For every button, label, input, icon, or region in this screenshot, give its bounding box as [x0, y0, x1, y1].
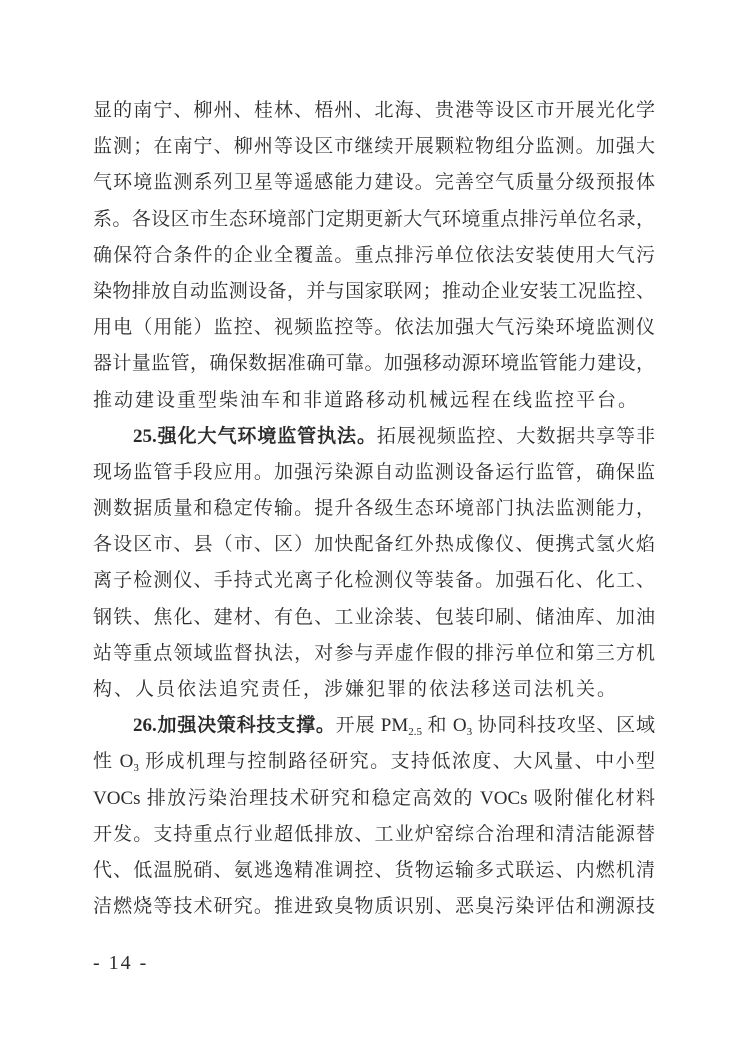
- text-line: [93, 744, 655, 780]
- subscript-text: 2.5: [408, 726, 423, 739]
- clause-heading: 26.加强决策科技支撑。: [133, 715, 336, 737]
- text-line: [93, 274, 655, 310]
- text-line: [93, 708, 655, 744]
- body-text: 用电（用能）监控、视频监控等。依法加强大气污染环境监测仪: [93, 317, 655, 339]
- text-line: [93, 491, 655, 527]
- body-text: 系。各设区市生态环境部门定期更新大气环境重点排污单位名录，: [93, 208, 655, 230]
- document-body: [93, 93, 655, 925]
- body-text: 拓展视频监控、大数据共享等非: [376, 425, 655, 447]
- subscript-text: 3: [133, 762, 139, 775]
- body-text: 钢铁、焦化、建材、有色、工业涂装、包装印刷、储油库、加油: [93, 606, 655, 628]
- body-text: 器计量监管，确保数据准确可靠。加强移动源环境监管能力建设，: [93, 353, 655, 375]
- body-text: 推动建设重型柴油车和非道路移动机械远程在线监控平台。: [93, 389, 640, 411]
- text-line: [93, 238, 655, 274]
- text-line: [93, 600, 655, 636]
- text-line: [93, 817, 655, 853]
- text-line: [93, 346, 655, 382]
- body-text: 开展 PM: [335, 715, 409, 737]
- body-text: 染物排放自动监测设备，并与国家联网；推动企业安装工况监控、: [93, 280, 655, 302]
- body-text: VOCs 排放污染治理技术研究和稳定高效的 VOCs 吸附催化材料: [93, 787, 655, 809]
- subscript-text: 3: [466, 726, 473, 739]
- text-line: [93, 636, 655, 672]
- text-line: [93, 129, 655, 165]
- text-line: [93, 455, 655, 491]
- body-text: 站等重点领域监督执法，对参与弄虚作假的排污单位和第三方机: [93, 642, 655, 664]
- body-text: 形成机理与控制路径研究。支持低浓度、大风量、中小型: [138, 751, 655, 773]
- text-line: [93, 781, 655, 817]
- body-text: 测数据质量和稳定传输。提升各级生态环境部门执法监测能力，: [93, 498, 655, 520]
- text-line: [93, 853, 655, 889]
- body-text: 现场监管手段应用。加强污染源自动监测设备运行监管，确保监: [93, 461, 655, 483]
- body-text: 显的南宁、柳州、桂林、梧州、北海、贵港等设区市开展光化学: [93, 100, 655, 121]
- body-text: 代、低温脱硝、氨逃逸精准调控、货物运输多式联运、内燃机清: [93, 859, 655, 881]
- text-line: [93, 383, 655, 419]
- body-text: 离子检测仪、手持式光离子化检测仪等装备。加强石化、化工、: [93, 570, 655, 592]
- body-text: 开发。支持重点行业超低排放、工业炉窑综合治理和清洁能源替: [93, 823, 655, 845]
- body-text: 确保符合条件的企业全覆盖。重点排污单位依法安装使用大气污: [93, 244, 655, 266]
- text-line: [93, 889, 655, 925]
- text-line: [93, 93, 655, 129]
- body-text: 性 O: [93, 751, 134, 773]
- body-text: 和 O: [422, 715, 467, 737]
- body-text: 协同科技攻坚、区域: [472, 715, 655, 737]
- text-line: [93, 165, 655, 201]
- text-line: [93, 527, 655, 563]
- text-line: [93, 563, 655, 599]
- clause-heading: 25.强化大气环境监管执法。: [133, 425, 377, 447]
- text-line: [93, 202, 655, 238]
- text-line: [93, 672, 655, 708]
- body-text: 监测；在南宁、柳州等设区市继续开展颗粒物组分监测。加强大: [93, 136, 655, 158]
- body-text: 构、人员依法追究责任，涉嫌犯罪的依法移送司法机关。: [93, 679, 619, 700]
- body-text: 洁燃烧等技术研究。推进致臭物质识别、恶臭污染评估和溯源技: [93, 896, 655, 918]
- body-text: 各设区市、县（市、区）加快配备红外热成像仪、便携式氢火焰: [93, 534, 655, 556]
- page-number: - 14 -: [93, 952, 149, 974]
- text-line: [93, 310, 655, 346]
- body-text: 气环境监测系列卫星等遥感能力建设。完善空气质量分级预报体: [93, 172, 655, 194]
- text-line: [93, 419, 655, 455]
